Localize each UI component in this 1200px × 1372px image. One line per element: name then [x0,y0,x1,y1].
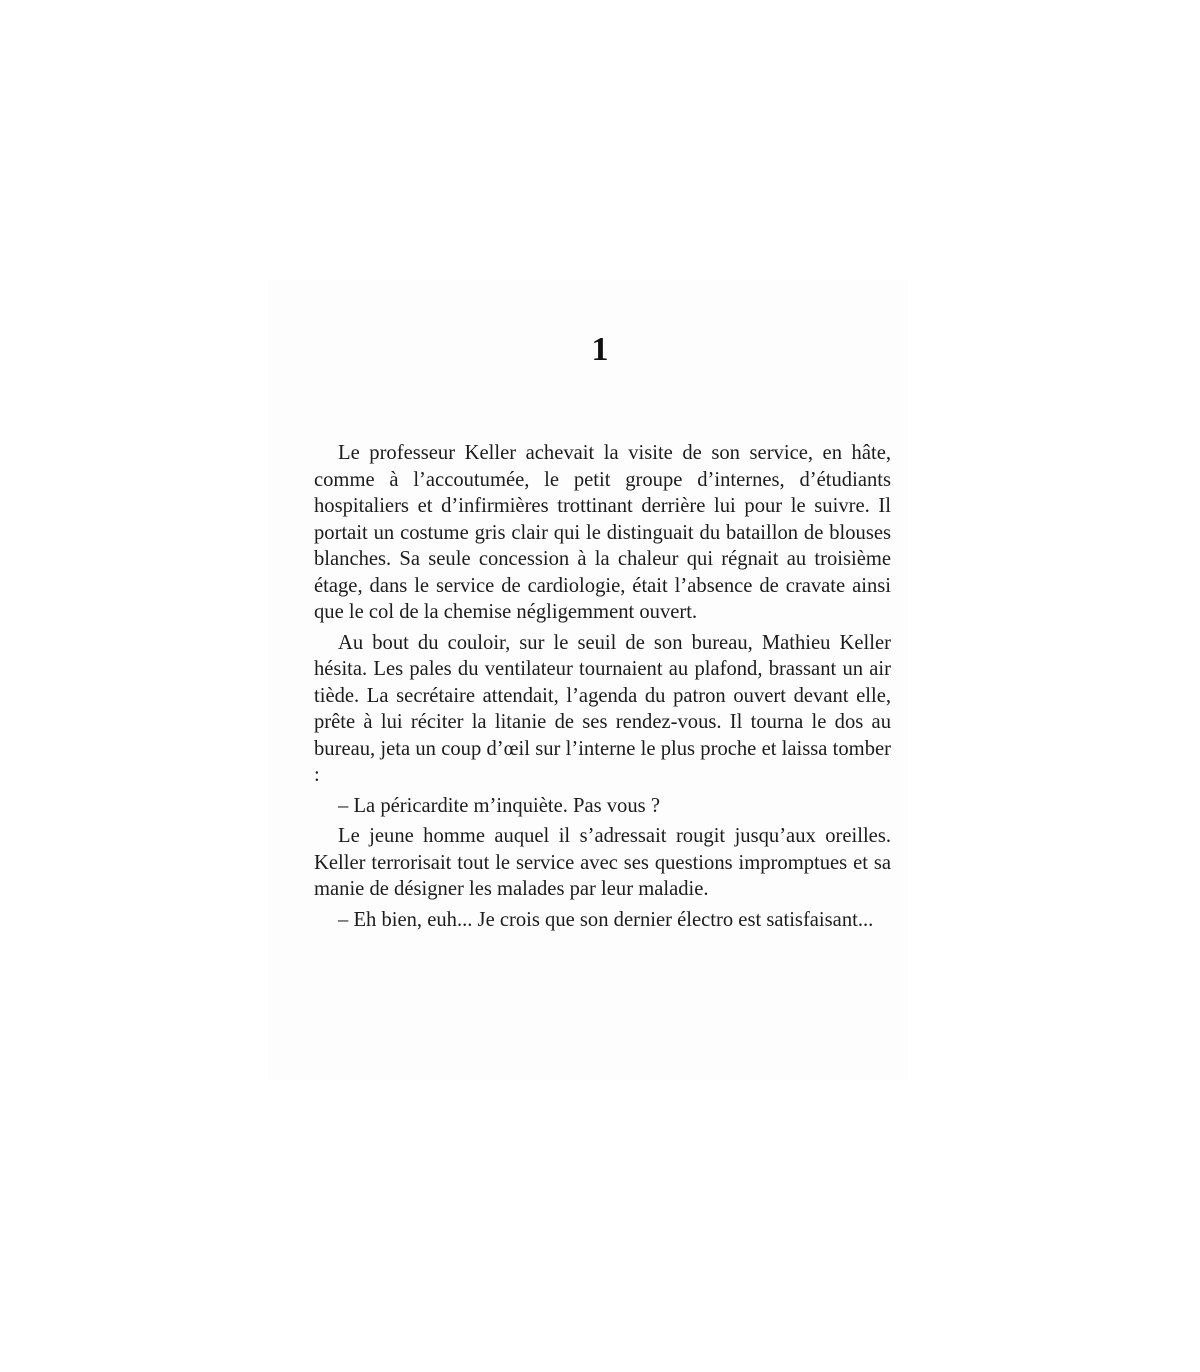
paragraph: Le professeur Keller achevait la visite de son service, en hâte, comme à l’accoutumée, le petit groupe d’internes, d’étudiants hospitaliers et d’infirmières trottinant derrière lui pour le suivre. Il portait un costume gris clair qui le distinguait du bataillon de blouses blanches. Sa seule concession à la chaleur qui régnait au troisième étage, dans le service de cardiologie, était l’absence de cravate ainsi que le col de la chemise négligemment ouvert. [314,442,891,623]
text-body [314,440,891,937]
chapter-number: 1 [591,331,609,368]
dialogue-line: – Eh bien, euh... Je crois que son dernier électro est satisfaisant... [338,908,874,931]
paragraph: Au bout du couloir, sur le seuil de son bureau, Mathieu Keller hésita. Les pales du ventilateur tournaient au plafond, brassant un air tiède. La secrétaire attendait, l’agenda du patron ouvert devant elle, prête à lui réciter la litanie de ses rendez-vous. Il tourna le dos au bureau, jeta un coup d’œil sur l’interne le plus proche et laissa tomber : [314,631,891,786]
dialogue-line: – La péricardite m’inquiète. Pas vous ? [338,794,660,817]
paragraph: Le jeune homme auquel il s’adressait rougit jusqu’aux oreilles. Keller terrorisait tout le service avec ses questions impromptues et sa manie de désigner les malades par leur maladie. [314,825,891,900]
